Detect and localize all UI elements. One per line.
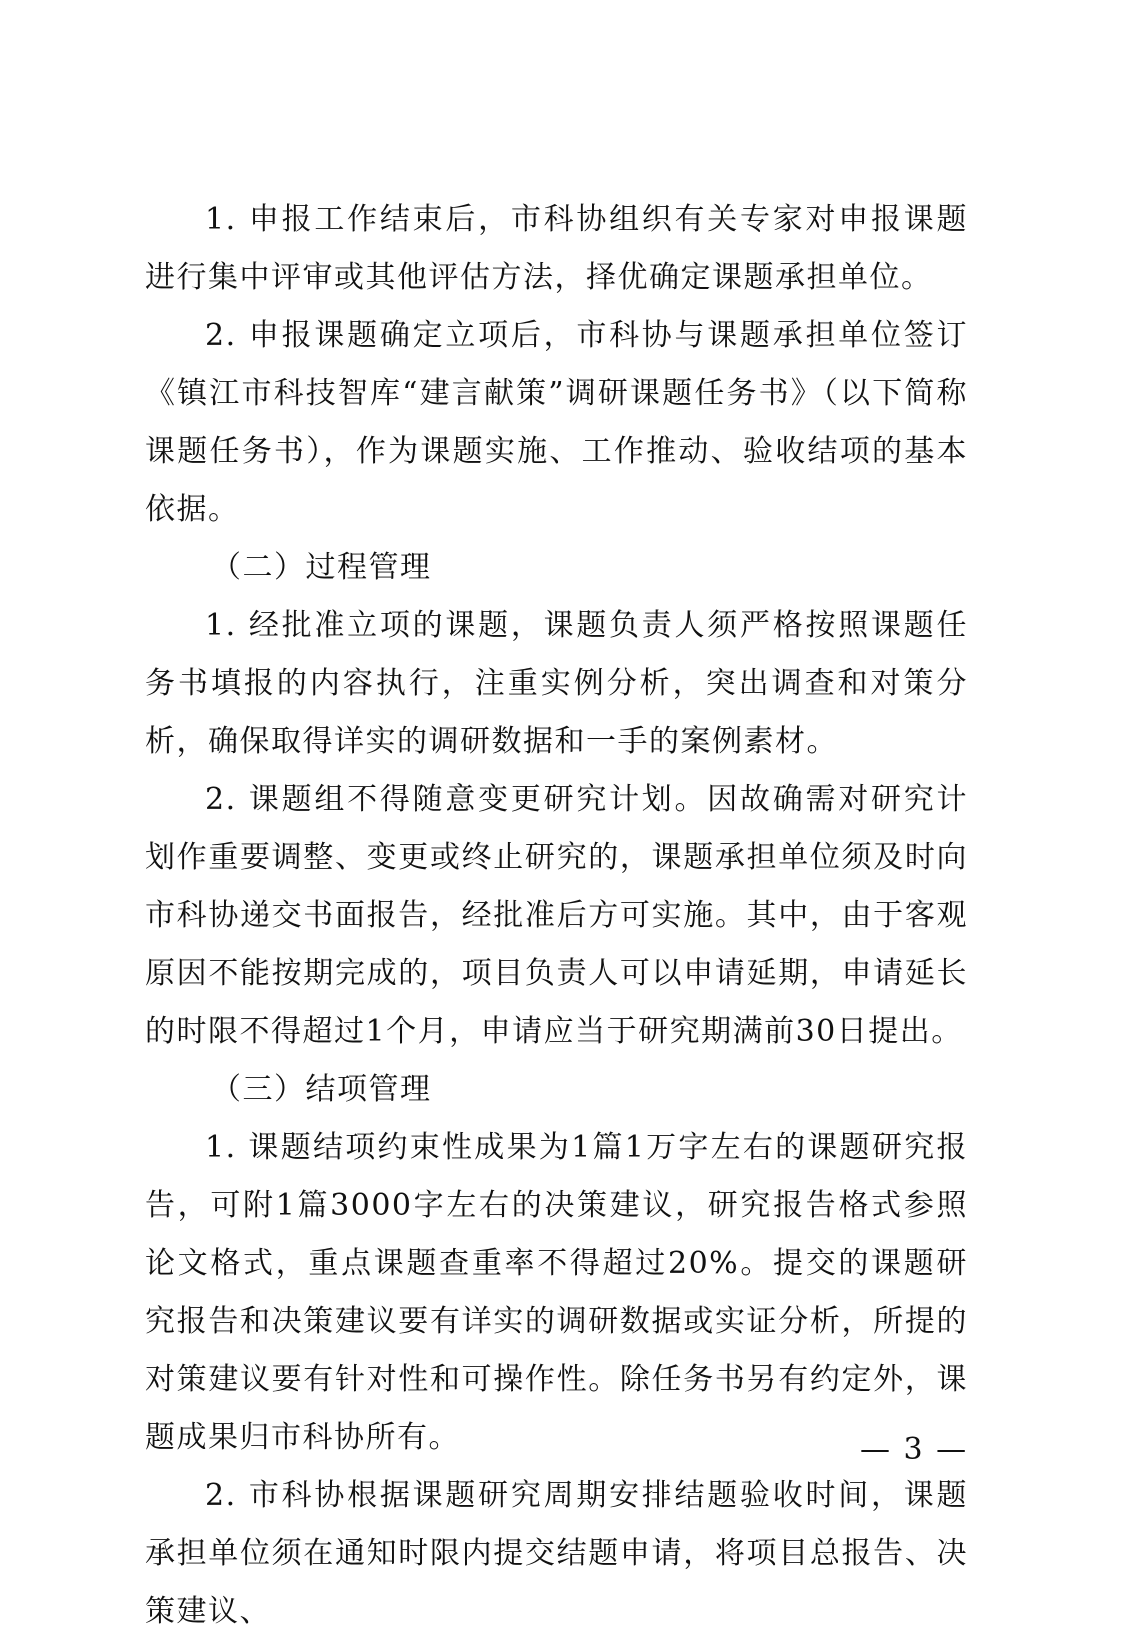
section-heading-process-management: （二）过程管理 <box>211 550 432 585</box>
paragraph-acceptance: 2. 市科协根据课题研究周期安排结题验收时间，课题承担单位须在通知时限内提交结题申请，将项目总报告、决策建议、 <box>145 1478 968 1629</box>
page-number: — 3 — <box>860 1432 969 1467</box>
paragraph-application-review: 1. 申报工作结束后，市科协组织有关专家对申报课题进行集中评审或其他评估方法，择优确定课题承担单位。 <box>145 202 968 295</box>
paragraph-execution: 1. 经批准立项的课题，课题负责人须严格按照课题任务书填报的内容执行，注重实例分析，突出调查和对策分析，确保取得详实的调研数据和一手的案例素材。 <box>145 608 968 759</box>
section-heading-completion-management: （三）结项管理 <box>211 1072 432 1107</box>
paragraph-task-book: 2. 申报课题确定立项后，市科协与课题承担单位签订《镇江市科技智库“建言献策”调研课题任务书》（以下简称课题任务书），作为课题实施、工作推动、验收结项的基本依据。 <box>145 318 968 527</box>
paragraph-deliverables: 1. 课题结项约束性成果为1篇1万字左右的课题研究报告，可附1篇3000字左右的决策建议，研究报告格式参照论文格式，重点课题查重率不得超过20%。提交的课题研究报告和决策建议要有详实的调研数据或实证分析，所提的对策建议要有针对性和可操作性。除任务书另有约定外，课题成果归市科协所有。 <box>145 1130 968 1455</box>
document-body <box>145 191 968 1641</box>
paragraph-plan-change: 2. 课题组不得随意变更研究计划。因故确需对研究计划作重要调整、变更或终止研究的，课题承担单位须及时向市科协递交书面报告，经批准后方可实施。其中，由于客观原因不能按期完成的，项目负责人可以申请延期，申请延长的时限不得超过1个月，申请应当于研究期满前30日提出。 <box>145 782 968 1049</box>
